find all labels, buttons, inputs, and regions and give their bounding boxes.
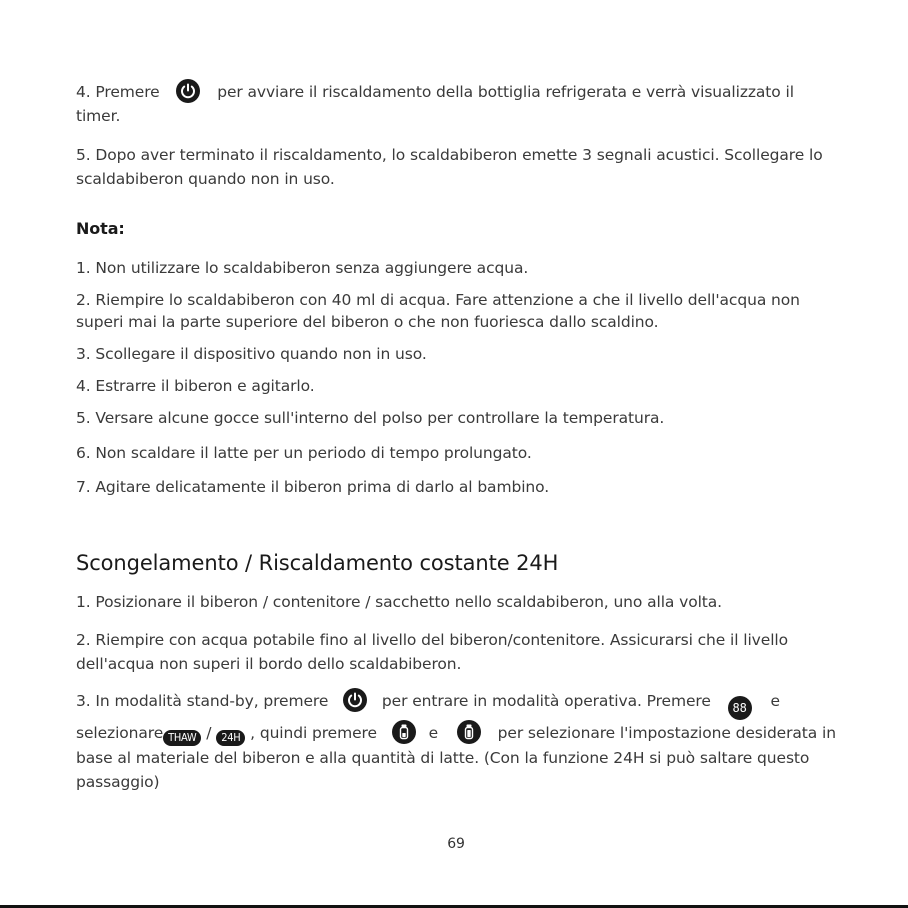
note-title: Nota:: [76, 219, 125, 238]
step-4-after: per avviare il riscaldamento della bottiglia refrigerata e verrà visualizzato il timer.: [76, 83, 794, 125]
note-item-4: 4. Estrarre il biberon e agitarlo.: [76, 377, 315, 395]
note-item-6: 6. Non scaldare il latte per un periodo di tempo prolungato.: [76, 444, 532, 462]
power-icon: [343, 688, 367, 712]
section-step-3-text-6: e: [428, 724, 438, 742]
note-item-7: 7. Agitare delicatamente il biberon prima di darlo al bambino.: [76, 478, 550, 496]
note-item-1: 1. Non utilizzare lo scaldabiberon senza aggiungere acqua.: [76, 259, 529, 277]
step-5: 5. Dopo aver terminato il riscaldamento, lo scaldabiberon emette 3 segnali acustici. Scollegare lo scaldabiberon quando non in uso.: [76, 146, 823, 188]
power-icon: [176, 79, 200, 103]
bottle-small-icon: [392, 720, 416, 744]
display-digits-value: 88: [732, 701, 747, 715]
section-step-3-text-4: selezionare: [76, 724, 164, 742]
section-step-3-text-7: per selezionare l'impostazione desiderata in base al materiale del biberon e alla quantità di latte. (Con la funzione 24H si può saltare questo passaggio): [76, 724, 836, 791]
section-title: Scongelamento / Riscaldamento costante 24H: [76, 551, 559, 575]
section-step-1: 1. Posizionare il biberon / contenitore / sacchetto nello scaldabiberon, uno alla volta.: [76, 593, 723, 611]
section-step-3-text-2: per entrare in modalità operativa. Premere: [381, 692, 711, 710]
section-step-3: [76, 688, 836, 794]
section-step-3-slash: /: [206, 724, 212, 742]
section-step-2: 2. Riempire con acqua potabile fino al livello del biberon/contenitore. Assicurarsi che il livello dell'acqua non superi il bordo dello scaldabiberon.: [76, 631, 788, 673]
step-4: [76, 79, 836, 128]
page-number: 69: [447, 836, 465, 852]
note-item-2: 2. Riempire lo scaldabiberon con 40 ml di acqua. Fare attenzione a che il livello dell'acqua non superi mai la parte superiore del biberon o che non fuoriesca dallo scaldino.: [76, 291, 800, 331]
section-step-3-text-5: , quindi premere: [250, 724, 377, 742]
display-digits-icon: [728, 696, 752, 720]
section-step-3-text-3: e: [770, 692, 780, 710]
section-step-3-text-1: 3. In modalità stand-by, premere: [76, 692, 329, 710]
24h-badge: 24H: [216, 730, 245, 746]
bottle-large-icon: [457, 720, 481, 744]
step-4-before: 4. Premere: [76, 83, 160, 101]
note-item-3: 3. Scollegare il dispositivo quando non in uso.: [76, 345, 427, 363]
note-item-5: 5. Versare alcune gocce sull'interno del polso per controllare la temperatura.: [76, 409, 665, 427]
thaw-badge: THAW: [163, 730, 201, 746]
